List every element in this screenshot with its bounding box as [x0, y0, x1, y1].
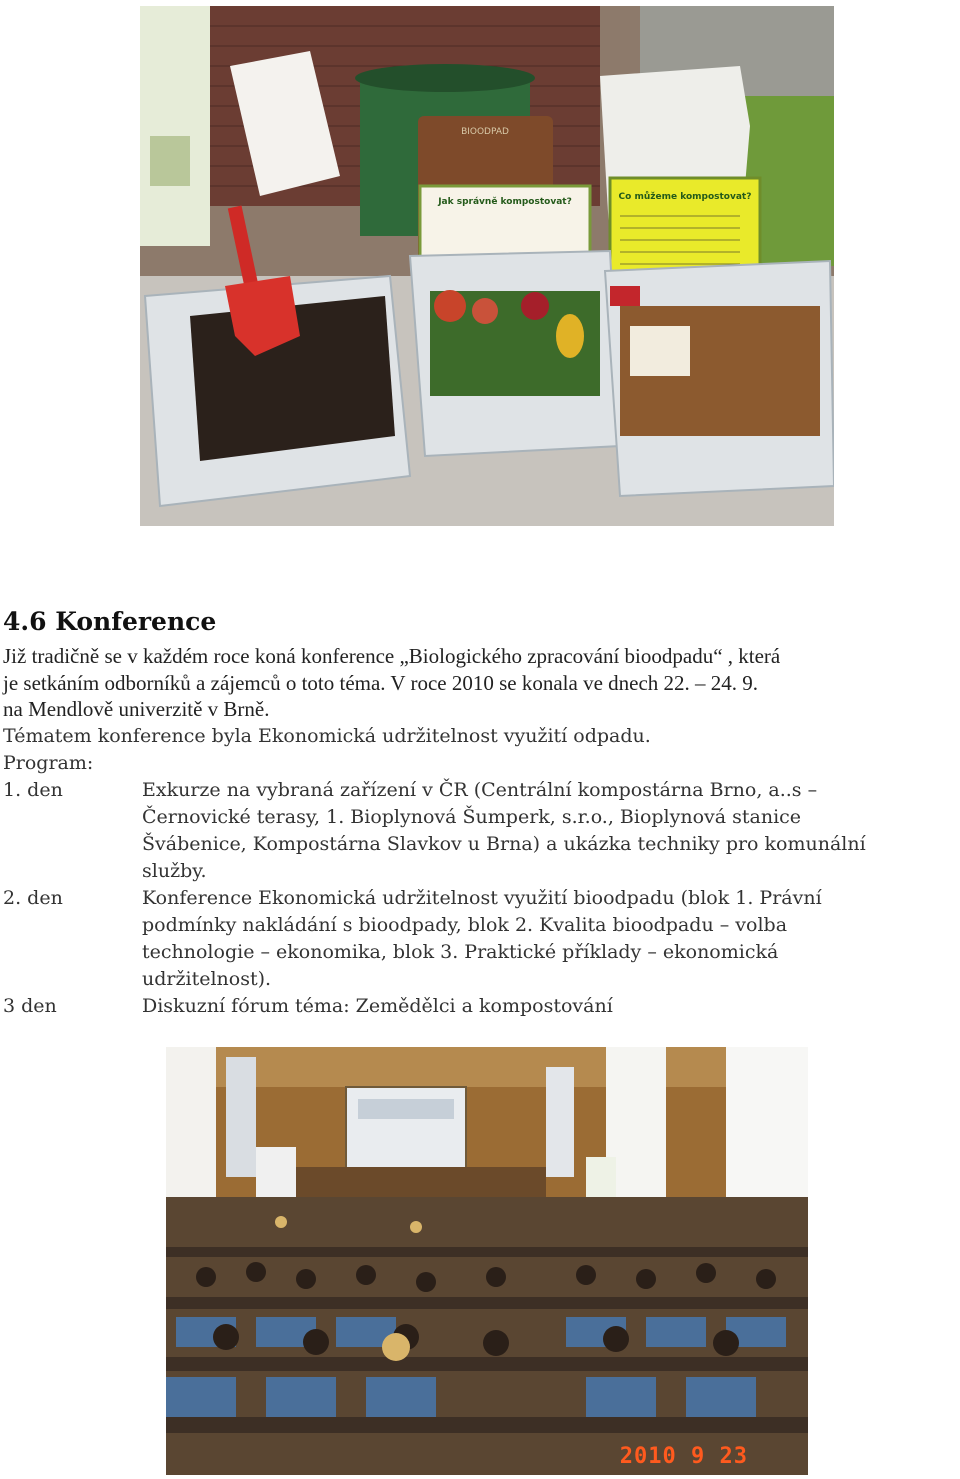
program-day-description — [142, 777, 958, 885]
program-day-label: 1. den — [3, 778, 63, 801]
compost-display-illustration — [140, 6, 834, 526]
bin-label: BIOODPAD — [461, 127, 509, 137]
section-heading: 4.6 Konference — [3, 607, 217, 636]
program-day-label: 3 den — [3, 994, 57, 1017]
program-line: Exkurze na vybraná zařízení v ČR (Centrální kompostárna Brno, a..s – — [142, 778, 818, 801]
program-line: Švábenice, Kompostárna Slavkov u Brna) a ukázka techniky pro komunální — [142, 832, 866, 855]
program-line: Černovické terasy, 1. Bioplynová Šumperk, s.r.o., Bioplynová stanice — [142, 805, 802, 828]
program-day-description — [142, 885, 958, 993]
conference-section — [3, 605, 958, 1020]
program-line: technologie – ekonomika, blok 3. Praktické příklady – ekonomická — [142, 940, 779, 963]
intro-line: na Mendlově univerzitě v Brně. — [3, 697, 270, 721]
conference-hall-photo — [166, 1047, 808, 1475]
compost-display-photo — [140, 6, 834, 526]
program-line: Konference Ekonomická udržitelnost využití bioodpadu (blok 1. Právní — [142, 886, 822, 909]
program-line: služby. — [142, 859, 207, 882]
intro-paragraph — [3, 643, 958, 723]
program-line: Diskuzní fórum téma: Zemědělci a kompostování — [142, 994, 613, 1017]
sign-left-title: Jak správně kompostovat? — [438, 197, 572, 207]
program-label: Program: — [3, 751, 94, 774]
sign-right-title: Co můžeme kompostovat? — [618, 192, 752, 202]
program-list — [3, 777, 958, 1020]
conference-hall-illustration — [166, 1047, 808, 1475]
intro-line: je setkáním odborníků a zájemců o toto téma. V roce 2010 se konala ve dnech 22. – 24. 9. — [3, 670, 759, 695]
program-day-description — [142, 993, 958, 1020]
photo-date-stamp: 2010 9 23 — [619, 1444, 748, 1469]
program-line: udržitelnost). — [142, 967, 272, 990]
program-day-1 — [3, 777, 958, 885]
topic-line: Tématem konference byla Ekonomická udržitelnost využití odpadu. — [3, 724, 651, 747]
program-day-3 — [3, 993, 958, 1020]
program-day-label: 2. den — [3, 886, 63, 909]
program-line: podmínky nakládání s bioodpady, blok 2. Kvalita bioodpadu – volba — [142, 913, 788, 936]
intro-line: Již tradičně se v každém roce koná konference „Biologického zpracování bioodpadu“ , která — [3, 644, 781, 668]
program-day-2 — [3, 885, 958, 993]
